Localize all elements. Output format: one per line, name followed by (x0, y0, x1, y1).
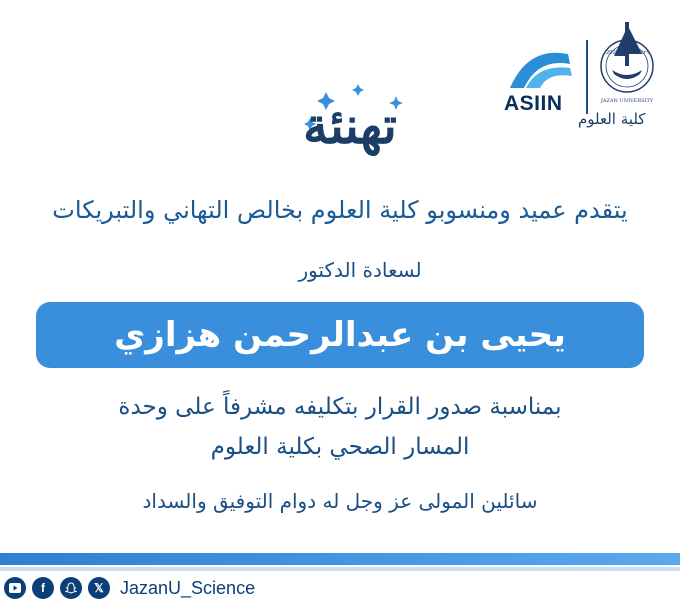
social-bar (4, 575, 255, 601)
recipient-prefix: لسعادة الدكتور (298, 258, 422, 282)
asiin-label: ASIIN (504, 92, 563, 115)
recipient-name-bar (36, 302, 644, 368)
occasion-line-2: المسار الصحي بكلية العلوم (210, 434, 470, 460)
youtube-icon[interactable] (4, 577, 26, 599)
footer-strip (0, 553, 680, 565)
seal-caption: JAZAN UNIVERSITY (600, 98, 654, 104)
asiin-logo-icon (508, 44, 578, 88)
x-icon[interactable]: 𝕏 (88, 577, 110, 599)
facebook-icon[interactable]: f (32, 577, 54, 599)
logo-area (500, 14, 670, 134)
social-handle[interactable]: JazanU_Science (120, 577, 256, 598)
logo-divider (586, 40, 588, 114)
occasion-line-1: بمناسبة صدور القرار بتكليفه مشرفاً على وحدة (118, 394, 562, 420)
college-name: كلية العلوم (578, 110, 646, 128)
greeting-title-text: تهنئة (303, 96, 397, 155)
seal-year-left: 2006 (606, 50, 619, 56)
footer-strip-light (0, 567, 680, 571)
seal-year-right: ١٤٢٦ (638, 50, 649, 56)
congratulations-line: يتقدم عميد ومنسوبو كلية العلوم بخالص التهاني والتبريكات (52, 196, 628, 224)
wishes-line: سائلين المولى عز وجل له دوام التوفيق والسداد (142, 489, 538, 513)
greeting-title (250, 78, 450, 168)
recipient-name: يحيى بن عبدالرحمن هزازي (114, 315, 566, 355)
snapchat-icon[interactable] (60, 577, 82, 599)
jazan-university-seal-icon (592, 14, 662, 106)
